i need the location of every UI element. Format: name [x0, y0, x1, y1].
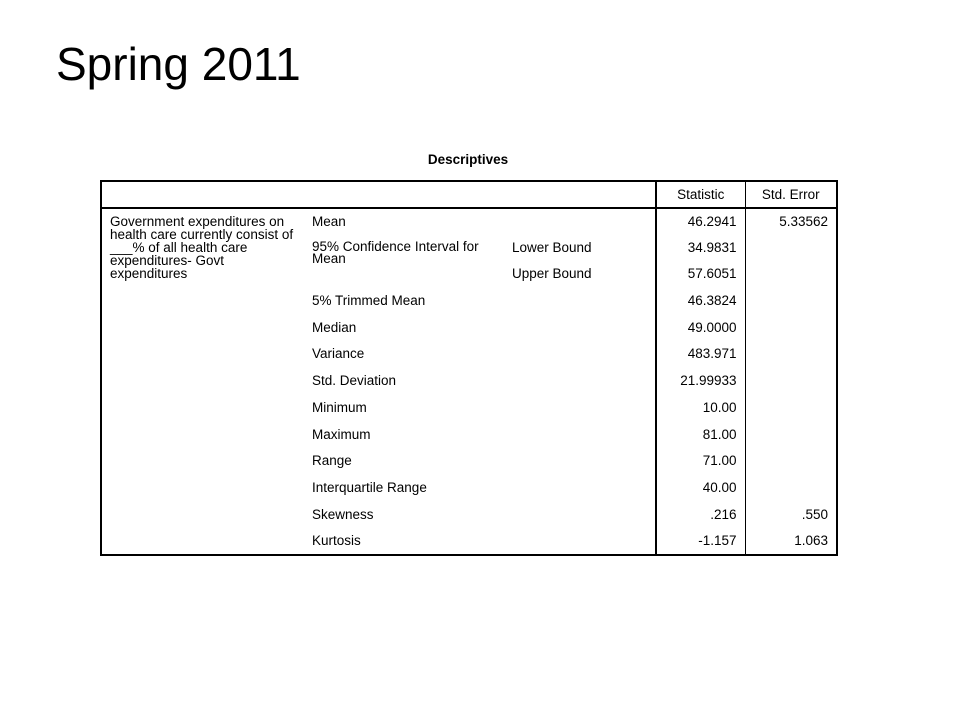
row-label-trimmed-mean: 5% Trimmed Mean: [312, 293, 426, 309]
header-std-error: Std. Error: [745, 181, 837, 208]
iqr-statistic: 40.00: [656, 475, 745, 502]
variance-statistic: 483.971: [656, 341, 745, 368]
upper-bound-statistic: 57.6051: [656, 261, 745, 288]
row-label-range: Range: [312, 453, 352, 469]
table-header-row: [101, 181, 837, 208]
row-label-minimum: Minimum: [312, 399, 367, 415]
iqr-std-error: [745, 475, 837, 502]
maximum-std-error: [745, 422, 837, 449]
median-std-error: [745, 315, 837, 342]
table-caption: Descriptives: [427, 152, 509, 167]
header-blank: [504, 181, 656, 208]
table-row: [101, 208, 837, 235]
row-label-median: Median: [312, 319, 357, 335]
std-deviation-std-error: [745, 368, 837, 395]
trimmed-mean-statistic: 46.3824: [656, 288, 745, 315]
minimum-std-error: [745, 395, 837, 422]
header-statistic: Statistic: [656, 181, 745, 208]
header-blank: [304, 181, 504, 208]
row-label-kurtosis: Kurtosis: [312, 533, 361, 549]
row-label-ci: [304, 235, 504, 288]
variable-label: Government expenditures on health care currently consist of ___% of all health care expenditures- Govt expenditures: [110, 214, 294, 281]
skewness-std-error: .550: [745, 502, 837, 529]
mean-statistic: 46.2941: [656, 208, 745, 235]
row-label-maximum: Maximum: [312, 426, 371, 442]
maximum-statistic: 81.00: [656, 422, 745, 449]
trimmed-mean-std-error: [745, 288, 837, 315]
upper-bound-std-error: [745, 261, 837, 288]
minimum-statistic: 10.00: [656, 395, 745, 422]
lower-bound-std-error: [745, 235, 837, 262]
ci-label-text: 95% Confidence Interval for Mean: [312, 238, 479, 266]
median-statistic: 49.0000: [656, 315, 745, 342]
row-label-variance: Variance: [312, 346, 365, 362]
header-blank: [101, 181, 304, 208]
descriptives-table: [100, 180, 838, 556]
range-std-error: [745, 448, 837, 475]
kurtosis-statistic: -1.157: [656, 528, 745, 555]
variance-std-error: [745, 341, 837, 368]
row-label-lower-bound: Lower Bound: [512, 239, 592, 255]
row-label-skewness: Skewness: [312, 506, 374, 522]
slide-title: Spring 2011: [56, 38, 301, 90]
std-deviation-statistic: 21.99933: [656, 368, 745, 395]
mean-std-error: 5.33562: [745, 208, 837, 235]
row-label-std-deviation: Std. Deviation: [312, 373, 397, 389]
range-statistic: 71.00: [656, 448, 745, 475]
row-label-upper-bound: Upper Bound: [512, 266, 592, 282]
lower-bound-statistic: 34.9831: [656, 235, 745, 262]
row-label-iqr: Interquartile Range: [312, 479, 427, 495]
row-label-mean: Mean: [312, 214, 346, 229]
kurtosis-std-error: 1.063: [745, 528, 837, 555]
skewness-statistic: .216: [656, 502, 745, 529]
